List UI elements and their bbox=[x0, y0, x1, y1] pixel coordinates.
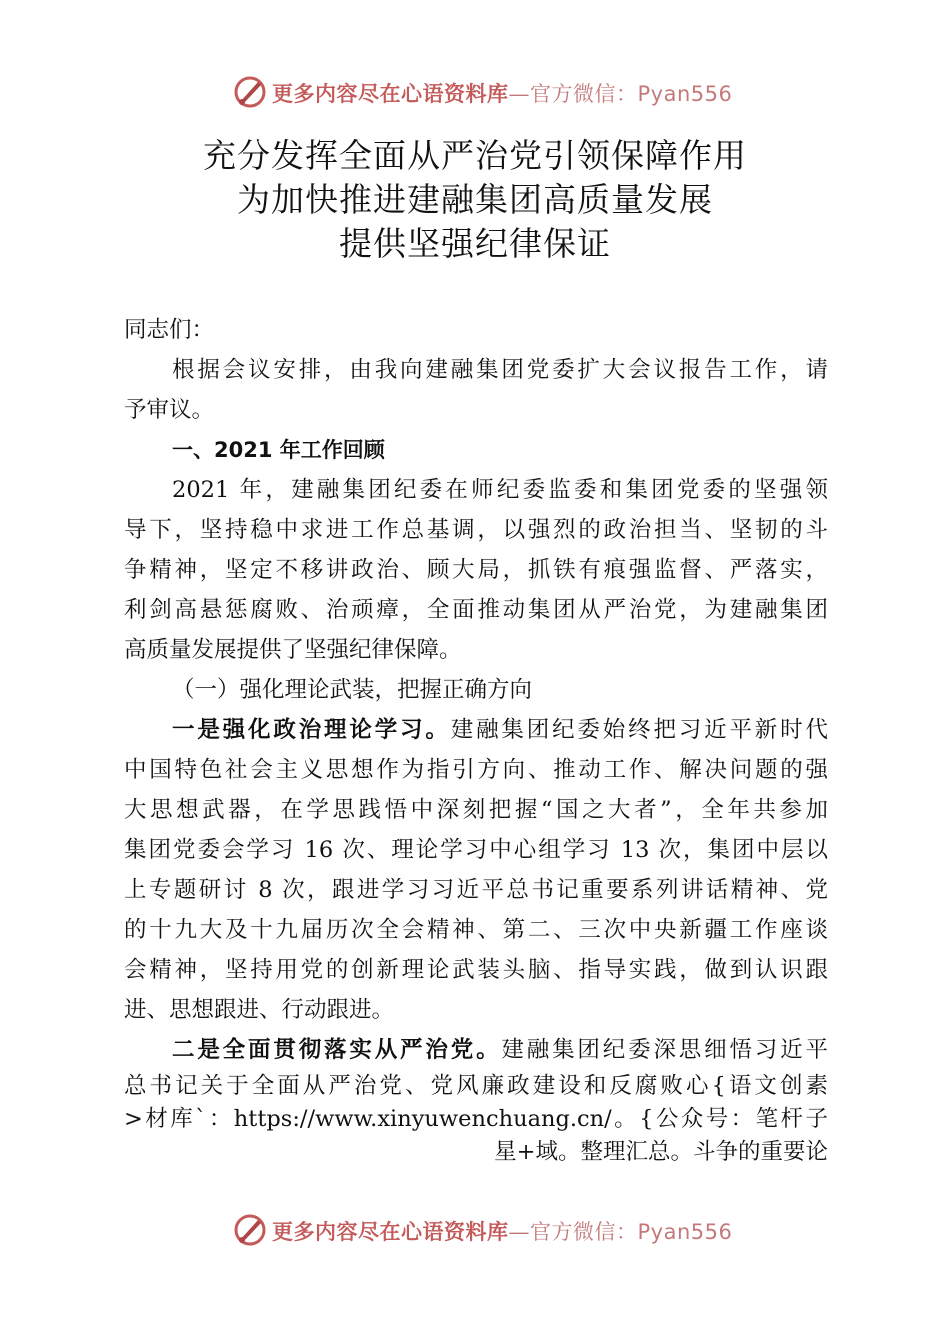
para2-lead: 二是全面贯彻落实从严治党。 bbox=[172, 1037, 502, 1063]
intro-line-2: 予审议。 bbox=[124, 397, 215, 423]
title-line-1: 充分发挥全面从严治党引领保障作用 bbox=[203, 136, 747, 175]
title-line-2: 为加快推进建融集团高质量发展 bbox=[237, 180, 713, 219]
brush-logo-icon bbox=[232, 74, 268, 110]
para1-lead: 一是强化政治理论学习。 bbox=[172, 717, 451, 743]
para1-line-3: 大思想武器，在学思践悟中深刻把握“国之大者”，全年共参加 bbox=[124, 797, 828, 823]
salutation: 同志们： bbox=[124, 317, 215, 343]
banner-part1: 更多内容尽在心语资料库 bbox=[272, 1219, 509, 1244]
section1-line-2: 导下，坚持稳中求进工作总基调，以强烈的政治担当、坚韧的斗 bbox=[124, 517, 828, 543]
para2-line-4: 星+域。整理汇总。斗争的重要论 bbox=[494, 1139, 828, 1165]
footer-banner bbox=[0, 1210, 950, 1250]
document-body bbox=[124, 310, 828, 1169]
para1-line-8: 进、思想跟进、行动跟进。 bbox=[124, 997, 395, 1023]
section1-line-4: 利剑高悬惩腐败、治顽瘴，全面推动集团从严治党，为建融集团 bbox=[124, 597, 828, 623]
subheading-1: （一）强化理论武装，把握正确方向 bbox=[172, 677, 533, 703]
para2-line-3: >材库`：https://www.xinyuwenchuang.cn/。{公众号：笔杆子 bbox=[124, 1106, 828, 1132]
para2-first-rest: 建融集团纪委深思细悟习近平 bbox=[501, 1037, 828, 1063]
section1-line-1: 2021 年，建融集团纪委在师纪委监委和集团党委的坚强领 bbox=[172, 477, 828, 503]
para1-line-5: 上专题研讨 8 次，跟进学习习近平总书记重要系列讲话精神、党 bbox=[124, 877, 828, 903]
section1-line-5: 高质量发展提供了坚强纪律保障。 bbox=[124, 637, 462, 663]
banner-part3: Pyan556 bbox=[637, 82, 733, 106]
para2-line-1 bbox=[124, 1030, 828, 1070]
banner-part2: —官方微信： bbox=[508, 1220, 638, 1244]
banner-part2: —官方微信： bbox=[508, 82, 638, 106]
banner-text bbox=[272, 78, 732, 108]
brush-logo-icon bbox=[232, 1212, 268, 1248]
banner-text bbox=[272, 1216, 732, 1246]
document-title bbox=[0, 134, 950, 266]
para1-line-6: 的十九大及十九届历次全会精神、第二、三次中央新疆工作座谈 bbox=[124, 917, 828, 943]
para1-line-4: 集团党委会学习 16 次、理论学习中心组学习 13 次，集团中层以 bbox=[124, 837, 828, 863]
section1-line-3: 争精神，坚定不移讲政治、顾大局，抓铁有痕强监督、严落实， bbox=[124, 557, 828, 583]
section-heading-1: 一、2021 年工作回顾 bbox=[172, 438, 385, 462]
para1-line-2: 中国特色社会主义思想作为指引方向、推动工作、解决问题的强 bbox=[124, 757, 828, 783]
banner-part1: 更多内容尽在心语资料库 bbox=[272, 81, 509, 106]
para1-line-7: 会精神，坚持用党的创新理论武装头脑、指导实践，做到认识跟 bbox=[124, 957, 828, 983]
header-banner bbox=[0, 72, 950, 112]
title-line-3: 提供坚强纪律保证 bbox=[339, 224, 611, 263]
para2-line-2: 总书记关于全面从严治党、党风廉政建设和反腐败心{语文创素 bbox=[124, 1073, 828, 1099]
intro-line-1: 根据会议安排，由我向建融集团党委扩大会议报告工作，请 bbox=[172, 357, 828, 383]
para1-line-1 bbox=[124, 710, 828, 750]
banner-part3: Pyan556 bbox=[637, 1220, 733, 1244]
para1-first-rest: 建融集团纪委始终把习近平新时代 bbox=[450, 717, 828, 743]
